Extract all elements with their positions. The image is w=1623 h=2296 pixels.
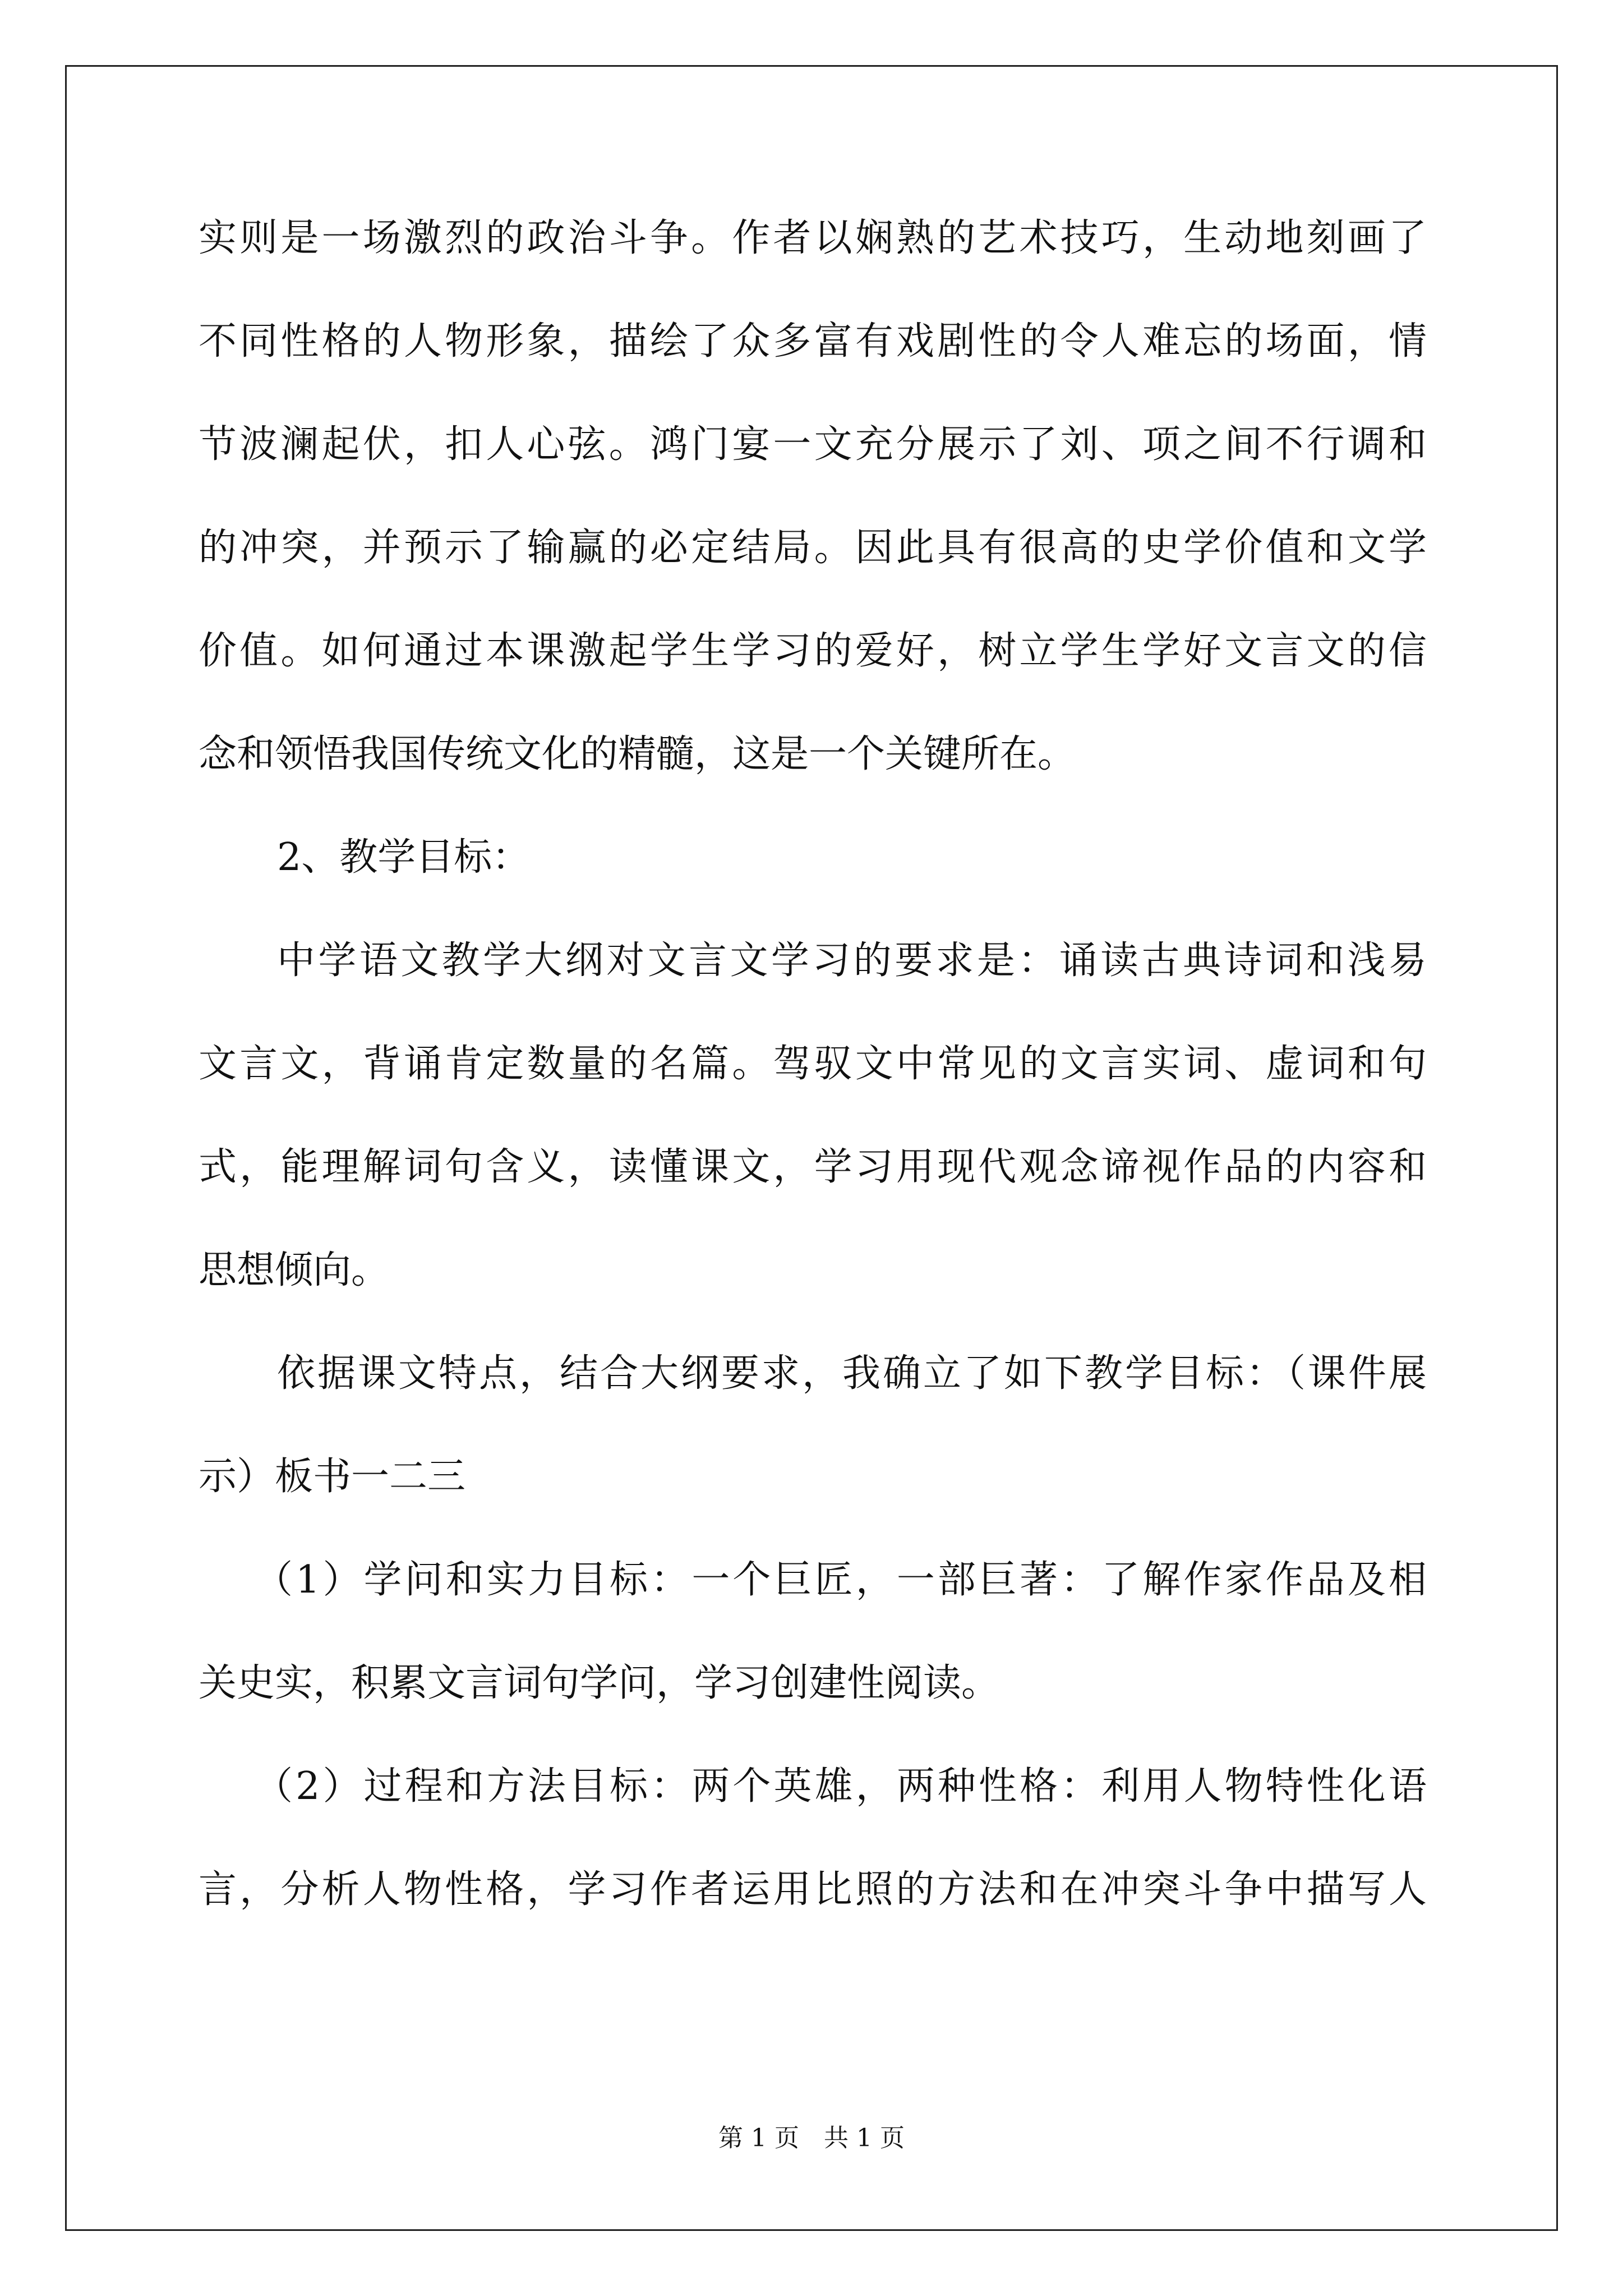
text-line: 念和领悟我国传统文化的精髓，这是一个关键所在。	[199, 732, 1076, 776]
text-line: 不同性格的人物形象，描绘了众多富有戏剧性的令人难忘的场面，情	[199, 319, 1427, 364]
text-line: 言，分析人物性格，学习作者运用比照的方法和在冲突斗争中描写人	[199, 1867, 1427, 1912]
text-line: 关史实，积累文言词句学问，学习创建性阅读。	[199, 1661, 1000, 1705]
text-line: 思想倾向。	[199, 1248, 390, 1292]
page-footer: 第 1 页 共 1 页	[718, 2124, 905, 2152]
text-line: 节波澜起伏，扣人心弦。鸿门宴一文充分展示了刘、项之间不行调和	[199, 422, 1427, 467]
text-line: 实则是一场激烈的政治斗争。作者以娴熟的艺术技巧，生动地刻画了	[199, 216, 1427, 260]
text-line: （2）过程和方法目标：两个英雄，两种性格：利用人物特性化语	[255, 1764, 1427, 1809]
text-line: 示）板书一二三	[199, 1455, 466, 1499]
text-line: 中学语文教学大纲对文言文学习的要求是：诵读古典诗词和浅易	[277, 938, 1427, 983]
text-line: 式，能理解词句含义，读懂课文，学习用现代观念谛视作品的内容和	[199, 1145, 1427, 1189]
text-line: 价值。如何通过本课激起学生学习的爱好，树立学生学好文言文的信	[199, 629, 1427, 673]
text-line: 的冲突，并预示了输赢的必定结局。因此具有很高的史学价值和文学	[199, 526, 1427, 570]
text-line: 依据课文特点，结合大纲要求，我确立了如下教学目标：（课件展	[277, 1351, 1427, 1396]
text-line: 文言文，背诵肯定数量的名篇。驾驭文中常见的文言实词、虚词和句	[199, 1042, 1427, 1086]
section-heading: 2、教学目标：	[277, 835, 531, 880]
text-line: （1）学问和实力目标：一个巨匠，一部巨著：了解作家作品及相	[255, 1558, 1427, 1602]
